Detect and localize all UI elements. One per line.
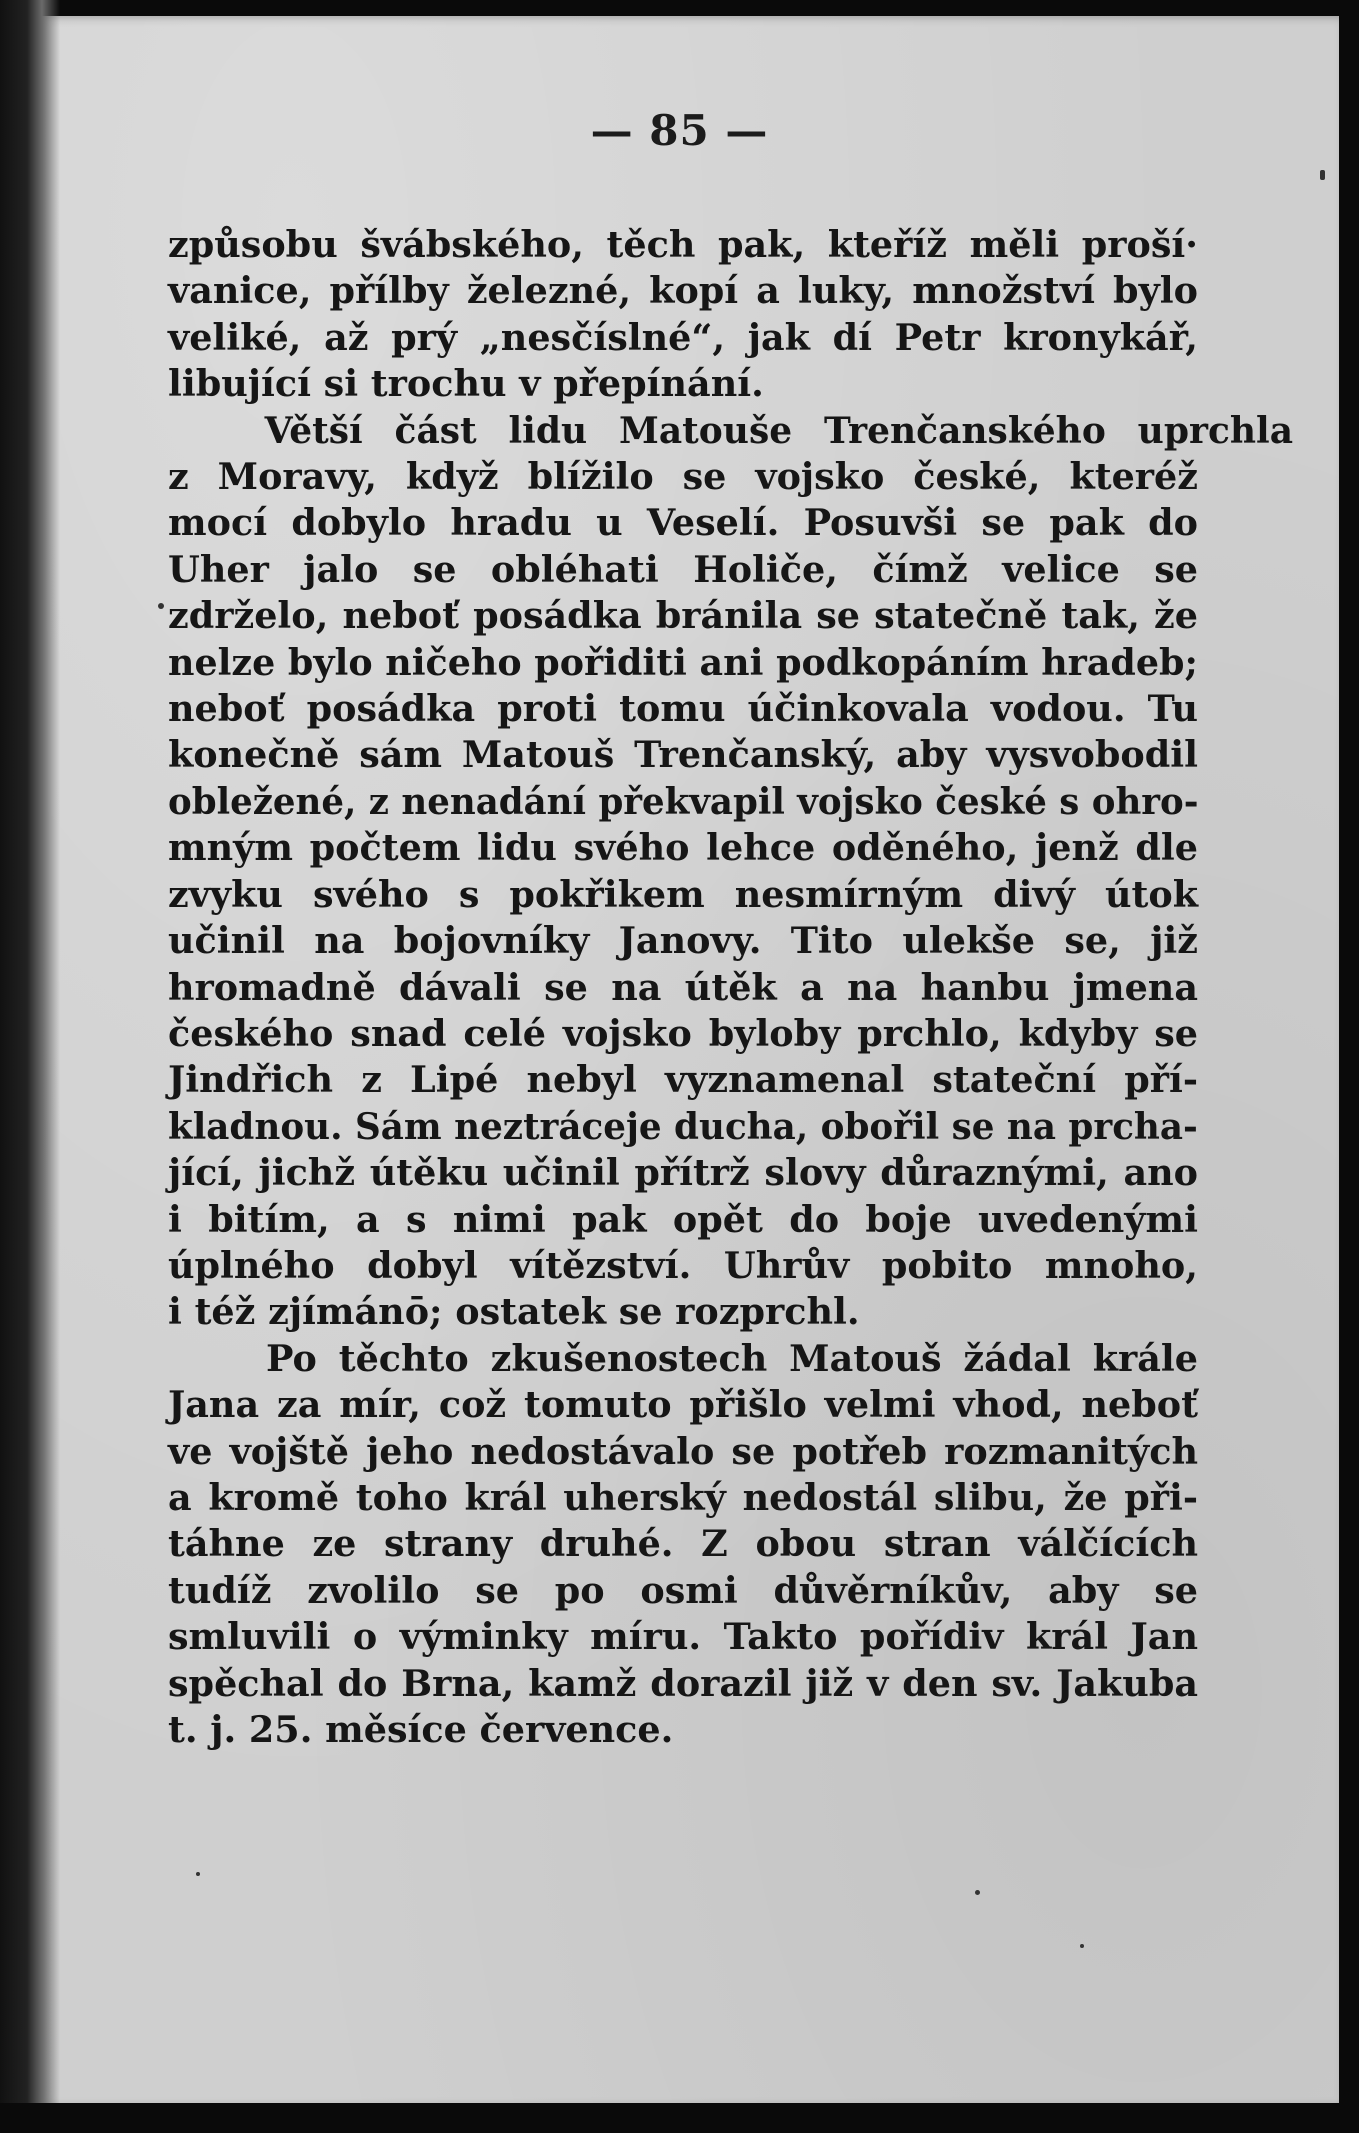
text-line: českého snad celé vojsko byloby prchlo, kdyby se xyxy=(168,1011,1198,1055)
ink-speck xyxy=(158,603,164,609)
ink-speck xyxy=(1080,1944,1084,1948)
text-line: spěchal do Brna, kamž dorazil již v den sv. Jakuba xyxy=(168,1661,1198,1705)
ink-speck xyxy=(196,1872,200,1876)
text-line: Větší část lidu Matouše Trenčanského uprchla xyxy=(264,408,1294,452)
text-line: z Moravy, když blížilo se vojsko české, kteréž xyxy=(168,455,1198,499)
text-line: libující si trochu v přepínání. xyxy=(168,362,764,406)
page-number: — 85 — xyxy=(590,106,769,155)
text-line: ve vojště jeho nedostávalo se potřeb rozmanitých xyxy=(168,1429,1198,1473)
text-line: jící, jichž útěku učinil přítrž slovy důraznými, ano xyxy=(168,1151,1198,1195)
text-line: učinil na bojovníky Janovy. Tito ulekše se, již xyxy=(168,919,1198,963)
text-line: mocí dobylo hradu u Veselí. Posuvši se pak do xyxy=(168,501,1198,545)
body-text xyxy=(168,222,1294,1753)
text-line: t. j. 25. měsíce července. xyxy=(168,1708,674,1751)
text-line: Po těchto zkušenostech Matouš žádal krále xyxy=(266,1336,1198,1380)
text-line: Uher jalo se obléhati Holiče, čímž velice se xyxy=(168,547,1198,591)
text-line: i též zjímánō; ostatek se rozprchl. xyxy=(168,1290,860,1334)
text-line: hromadně dávali se na útěk a na hanbu jmena xyxy=(168,965,1198,1009)
text-line: úplného dobyl vítězství. Uhrův pobito mnoho, xyxy=(168,1243,1198,1287)
page-binding-shadow xyxy=(0,0,60,2133)
text-line: Jana za mír, což tomuto přišlo velmi vhod, neboť xyxy=(168,1383,1198,1427)
text-line: veliké, až prý „nesčíslné“, jak dí Petr kronykář, xyxy=(168,315,1198,359)
text-line: Jindřich z Lipé nebyl vyznamenal stateční pří- xyxy=(168,1058,1198,1102)
text-line: způsobu švábského, těch pak, kteříž měli proší· xyxy=(168,223,1198,266)
text-line: kladnou. Sám neztráceje ducha, obořil se na prcha- xyxy=(168,1104,1198,1148)
text-line: obležené, z nenadání překvapil vojsko české s ohro- xyxy=(168,779,1199,823)
text-line: zvyku svého s pokřikem nesmírným divý útok xyxy=(168,872,1198,916)
text-line: vanice, přílby železné, kopí a luky, množství bylo xyxy=(168,269,1198,313)
ink-speck xyxy=(975,1890,980,1895)
text-line: tudíž zvolilo se po osmi důvěrníkův, aby se xyxy=(168,1568,1198,1612)
text-line: mným počtem lidu svého lehce oděného, jenž dle xyxy=(168,826,1198,870)
text-line: nelze bylo ničeho pořiditi ani podkopáním hradeb; xyxy=(168,640,1198,684)
ink-speck xyxy=(1320,170,1325,180)
text-line: zdrželo, neboť posádka bránila se statečně tak, že xyxy=(168,594,1198,638)
text-line: konečně sám Matouš Trenčanský, aby vysvobodil xyxy=(168,733,1198,777)
text-line: i bitím, a s nimi pak opět do boje uvedenými xyxy=(168,1197,1198,1241)
text-line: a kromě toho král uherský nedostál slibu, že při- xyxy=(168,1475,1198,1519)
text-line: neboť posádka proti tomu účinkovala vodou. Tu xyxy=(168,687,1198,731)
text-line: táhne ze strany druhé. Z obou stran válčících xyxy=(168,1522,1198,1566)
text-line: smluvili o výminky míru. Takto pořídiv král Jan xyxy=(168,1615,1198,1659)
page-bottom-border xyxy=(0,2103,1359,2133)
